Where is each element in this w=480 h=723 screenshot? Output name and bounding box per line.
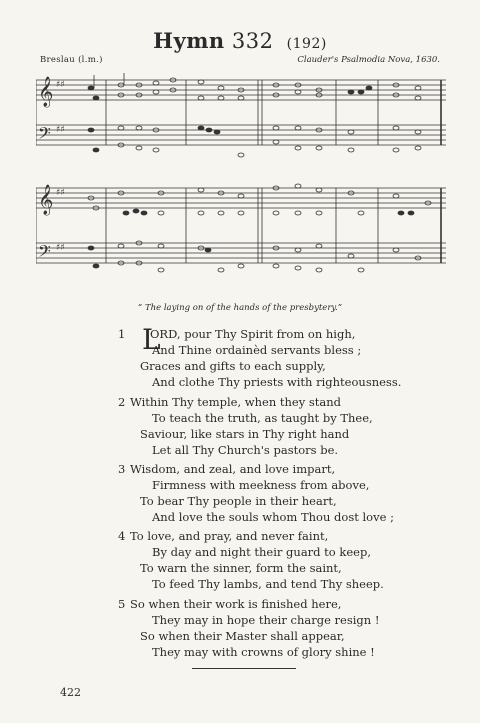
stanza-line: So when their Master shall appear, <box>140 629 345 643</box>
stanza-line: And love the souls whom Thou dost love ; <box>152 510 394 524</box>
tune-name: Breslau (l.m.) <box>40 55 103 65</box>
stanza-1 <box>118 323 402 390</box>
stanza-line: To teach the truth, as taught by Thee, <box>152 411 373 425</box>
music-system-2 <box>36 178 446 278</box>
stanza-line: They may in hope their charge resign ! <box>152 613 380 627</box>
stanza-line <box>118 326 401 342</box>
stanza-line: To feed Thy lambs, and tend Thy sheep. <box>152 577 384 591</box>
stanza-number: 1 <box>118 327 126 341</box>
svg-text:♯♯: ♯♯ <box>56 188 65 198</box>
line-text: So when their work is finished here, <box>130 597 342 611</box>
stanza-number: 2 <box>118 395 126 409</box>
music-system-1 <box>36 70 446 162</box>
stanza-line: To warn the sinner, form the saint, <box>140 561 342 575</box>
svg-text:𝄞: 𝄞 <box>38 77 54 107</box>
stanza-line <box>118 461 394 477</box>
stanza-4 <box>118 528 384 592</box>
stanza-line: And clothe Thy priests with righteousness. <box>152 375 402 389</box>
stanza-line <box>118 596 379 612</box>
stanza-line <box>118 528 384 544</box>
drop-cap: L <box>142 323 161 356</box>
stanza-line: They may with crowns of glory shine ! <box>152 645 375 659</box>
stanza-line: Saviour, like stars in Thy right hand <box>140 427 350 441</box>
hymn-word: Hymn <box>153 28 225 53</box>
alt-hymn-number: (192) <box>286 36 327 52</box>
line-text: Wisdom, and zeal, and love impart, <box>130 462 336 476</box>
svg-text:𝄞: 𝄞 <box>38 185 54 215</box>
end-rule <box>192 668 296 669</box>
stanza-line: To bear Thy people in their heart, <box>140 494 337 508</box>
tune-source: Clauder's Psalmodia Nova, 1630. <box>297 55 440 65</box>
stanza-line: Firmness with meekness from above, <box>152 478 370 492</box>
line-text: To love, and pray, and never faint, <box>130 529 329 543</box>
epigraph: “ The laying on of the hands of the presbytery.” <box>137 303 343 313</box>
stanza-line: Graces and gifts to each supply, <box>140 359 326 373</box>
stanza-3 <box>118 461 394 525</box>
hymn-title <box>0 28 480 53</box>
hymn-number: 332 <box>231 29 274 53</box>
stanza-line: By day and night their guard to keep, <box>152 545 371 559</box>
stanza-2 <box>118 394 373 458</box>
stanza-5 <box>118 596 380 660</box>
line-text: Within Thy temple, when they stand <box>130 395 342 409</box>
stanza-line <box>118 394 373 410</box>
svg-text:♯♯: ♯♯ <box>56 125 65 135</box>
stanza-number: 4 <box>118 529 126 543</box>
svg-text:♯♯: ♯♯ <box>56 80 65 90</box>
stanza-line: And Thine ordainèd servants bless ; <box>152 343 362 357</box>
svg-text:𝄢: 𝄢 <box>38 241 51 265</box>
line-text: ORD, pour Thy Spirit from on high, <box>150 327 356 341</box>
svg-text:♯♯: ♯♯ <box>56 243 65 253</box>
page-number: 422 <box>60 686 81 699</box>
stanza-line: Let all Thy Church's pastors be. <box>152 443 339 457</box>
stanza-number: 3 <box>118 462 126 476</box>
svg-text:𝄢: 𝄢 <box>38 123 51 147</box>
stanza-number: 5 <box>118 597 126 611</box>
